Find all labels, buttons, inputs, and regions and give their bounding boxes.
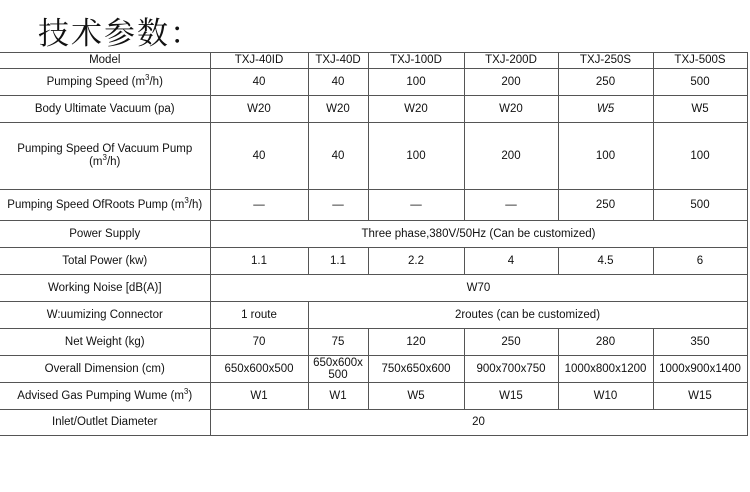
header-cell: TXJ-500S: [653, 53, 747, 69]
spec-table: [0, 52, 748, 436]
table-cell: 200: [464, 69, 558, 96]
table-cell: 40: [210, 69, 308, 96]
table-cell: 100: [653, 123, 747, 190]
row-label: Pumping Speed $(m^3/h)$: [0, 69, 210, 96]
row-label: Advised Gas Pumping Wume $(m^3)$: [0, 383, 210, 410]
table-row: [0, 96, 747, 123]
table-row: [0, 410, 747, 436]
table-cell: 100: [558, 123, 653, 190]
table-row: [0, 190, 747, 221]
row-label: Overall Dimension (cm): [0, 356, 210, 383]
row-label: Inlet/Outlet Diameter: [0, 410, 210, 436]
header-cell: TXJ-40D: [308, 53, 368, 69]
table-row: [0, 275, 747, 302]
table-cell: —: [210, 190, 308, 221]
table-cell: 4: [464, 248, 558, 275]
table-cell: 650x600x500: [210, 356, 308, 383]
row-label: Pumping Speed Of Vacuum Pump $(m^3/h)$: [0, 123, 210, 190]
table-cell: 1 route: [210, 302, 308, 329]
page-title: 技术参数：: [38, 16, 203, 52]
table-cell: W5: [558, 96, 653, 123]
table-cell: W5: [653, 96, 747, 123]
table-cell: 250: [464, 329, 558, 356]
table-cell: W20: [464, 96, 558, 123]
row-label: Power Supply: [0, 221, 210, 248]
table-cell: 120: [368, 329, 464, 356]
table-cell: 900x700x750: [464, 356, 558, 383]
table-cell: 100: [368, 123, 464, 190]
row-label: Body Ultimate Vacuum (pa): [0, 96, 210, 123]
header-cell: Model: [0, 53, 210, 69]
table-row: [0, 383, 747, 410]
table-row: [0, 248, 747, 275]
table-row: [0, 329, 747, 356]
table-cell: 1.1: [308, 248, 368, 275]
table-cell: 250: [558, 190, 653, 221]
table-row: [0, 221, 747, 248]
table-cell: —: [368, 190, 464, 221]
table-cell: 100: [368, 69, 464, 96]
table-cell: 4.5: [558, 248, 653, 275]
table-cell: 1000x900x1400: [653, 356, 747, 383]
table-cell: 40: [210, 123, 308, 190]
merged-cell: W70: [210, 275, 747, 302]
table-cell: 1000x800x1200: [558, 356, 653, 383]
row-label: Net Weight (kg): [0, 329, 210, 356]
table-cell: 350: [653, 329, 747, 356]
table-row: [0, 123, 747, 190]
merged-cell: Three phase,380V/50Hz (Can be customized): [210, 221, 747, 248]
merged-cell: 2routes (can be customized): [308, 302, 747, 329]
header-cell: TXJ-200D: [464, 53, 558, 69]
table-cell: 40: [308, 69, 368, 96]
table-cell: 40: [308, 123, 368, 190]
table-cell: 70: [210, 329, 308, 356]
table-cell: 6: [653, 248, 747, 275]
table-cell: W10: [558, 383, 653, 410]
table-cell: 2.2: [368, 248, 464, 275]
table-cell: 1.1: [210, 248, 308, 275]
table-cell: 250: [558, 69, 653, 96]
table-row: [0, 69, 747, 96]
table-cell: 650x600x500: [308, 356, 368, 383]
table-cell: W15: [464, 383, 558, 410]
merged-cell: 20: [210, 410, 747, 436]
table-cell: 750x650x600: [368, 356, 464, 383]
row-label: Working Noise [dB(A)]: [0, 275, 210, 302]
table-cell: —: [308, 190, 368, 221]
table-row: [0, 356, 747, 383]
header-cell: TXJ-250S: [558, 53, 653, 69]
table-cell: 500: [653, 69, 747, 96]
table-cell: W20: [308, 96, 368, 123]
table-cell: W1: [210, 383, 308, 410]
table-cell: 280: [558, 329, 653, 356]
table-cell: —: [464, 190, 558, 221]
table-cell: 200: [464, 123, 558, 190]
table-row: [0, 302, 747, 329]
header-cell: TXJ-100D: [368, 53, 464, 69]
table-cell: W1: [308, 383, 368, 410]
row-label: Pumping Speed OfRoots Pump $(m^3/h)$: [0, 190, 210, 221]
table-cell: W20: [368, 96, 464, 123]
row-label: Total Power (kw): [0, 248, 210, 275]
table-cell: 500: [653, 190, 747, 221]
header-row: [0, 53, 747, 69]
table-cell: W5: [368, 383, 464, 410]
row-label: W:uumizing Connector: [0, 302, 210, 329]
table-cell: W20: [210, 96, 308, 123]
table-cell: 75: [308, 329, 368, 356]
table-cell: W15: [653, 383, 747, 410]
header-cell: TXJ-40ID: [210, 53, 308, 69]
